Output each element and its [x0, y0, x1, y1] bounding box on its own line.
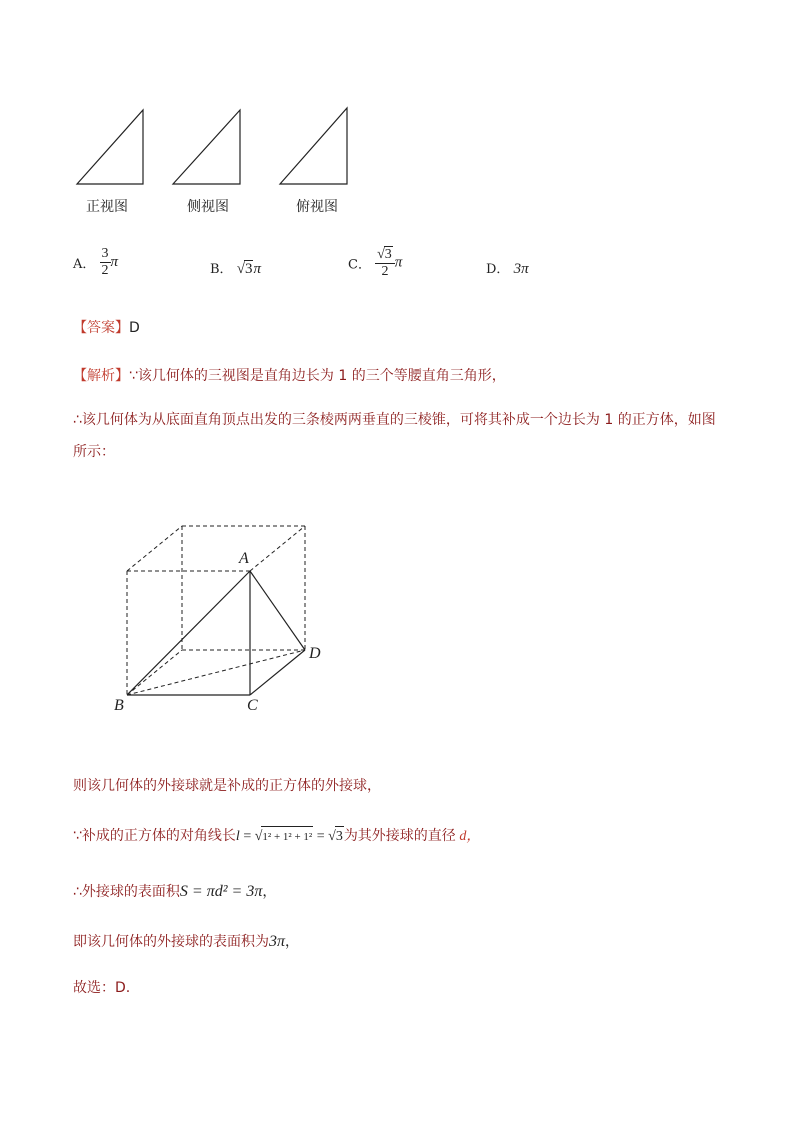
side-view-label: 侧视图: [187, 199, 229, 215]
option-a-fraction: [100, 246, 111, 279]
option-a-numerator: 3: [101, 246, 109, 261]
diagonal-formula: l = √1² + 1² + 1² = √3: [236, 829, 344, 844]
conclusion-line-4: 则该几何体的外接球就是补成的正方体的外接球，: [73, 778, 381, 794]
analysis-line-2: ∴该几何体为从底面直角顶点出发的三条棱两两垂直的三棱锥，可将其补成一个边长为 1 的正方体，如图: [73, 412, 716, 428]
side-view-triangle: [173, 110, 240, 184]
line6-prefix: ∴外接球的表面积: [73, 884, 180, 900]
surface-area-formula: S = πd² = 3π: [179, 883, 263, 900]
analysis-tag: 【解析】: [73, 368, 129, 384]
front-view-triangle: [77, 110, 143, 184]
three-views-diagram: [60, 100, 360, 190]
conclusion-line-5: [73, 826, 480, 847]
line5-d: d，: [455, 829, 481, 844]
option-b-pi: π: [253, 261, 261, 277]
option-b-radicand: 3: [244, 261, 253, 277]
option-c[interactable]: [348, 246, 402, 280]
option-c-numerator: [375, 246, 395, 264]
option-c-denominator: 2: [381, 264, 389, 279]
option-c-fraction: [375, 246, 395, 280]
edge-top-right: [250, 526, 305, 571]
option-b-letter: B．: [210, 262, 233, 277]
line5-post: 为其外接球的直径: [343, 828, 456, 844]
option-c-root-sign: √: [377, 247, 385, 262]
line7-prefix: 即该几何体的外接球的表面积为: [73, 934, 269, 950]
diag-result: 3: [335, 826, 344, 847]
line7-post: ，: [285, 934, 300, 950]
conclusion-line-8: 故选：D.: [73, 980, 131, 996]
line5-prefix: ∵补成的正方体的对角线长: [73, 828, 236, 844]
option-b-root-sign: √: [236, 261, 245, 277]
diag-radicand: 1² + 1² + 1²: [261, 826, 313, 847]
edge-ad: [250, 571, 305, 650]
option-c-radicand: 3: [384, 247, 392, 262]
label-a: A: [239, 550, 249, 567]
answer-tag: 【答案】: [73, 320, 129, 336]
label-d: D: [309, 645, 321, 662]
option-d[interactable]: [486, 258, 529, 278]
conclusion-line-7: [73, 932, 299, 952]
label-c: C: [247, 697, 258, 714]
cube-figure: [100, 510, 340, 720]
analysis-text-1: ∵该几何体的三视图是直角边长为 1 的三个等腰直角三角形，: [129, 368, 506, 384]
top-view-label: 俯视图: [296, 199, 338, 215]
analysis-line-3: 所示：: [73, 444, 115, 460]
surface-area-result: 3π: [269, 933, 286, 950]
option-a-letter: A．: [73, 257, 96, 272]
diag-l: l: [235, 829, 240, 844]
analysis-line-1: [73, 366, 506, 386]
answer-line: [73, 318, 140, 338]
option-d-letter: D．: [486, 262, 510, 277]
answer-value: D: [129, 320, 140, 336]
edge-ab: [127, 571, 250, 695]
option-d-value: 3π: [513, 261, 529, 277]
diag-eq1: =: [239, 829, 255, 844]
option-c-letter: C．: [348, 257, 371, 273]
label-b: B: [114, 697, 124, 714]
option-b[interactable]: [210, 258, 261, 278]
edge-top-left: [127, 526, 182, 571]
top-view-triangle: [280, 108, 347, 184]
option-a[interactable]: [73, 246, 118, 279]
option-a-pi: π: [110, 254, 119, 270]
option-c-pi: π: [394, 254, 403, 271]
front-view-label: 正视图: [86, 199, 128, 215]
option-a-denominator: 2: [101, 263, 109, 278]
diag-eq2: =: [313, 829, 329, 844]
conclusion-line-6: [73, 882, 276, 902]
line6-post: ，: [262, 884, 277, 900]
